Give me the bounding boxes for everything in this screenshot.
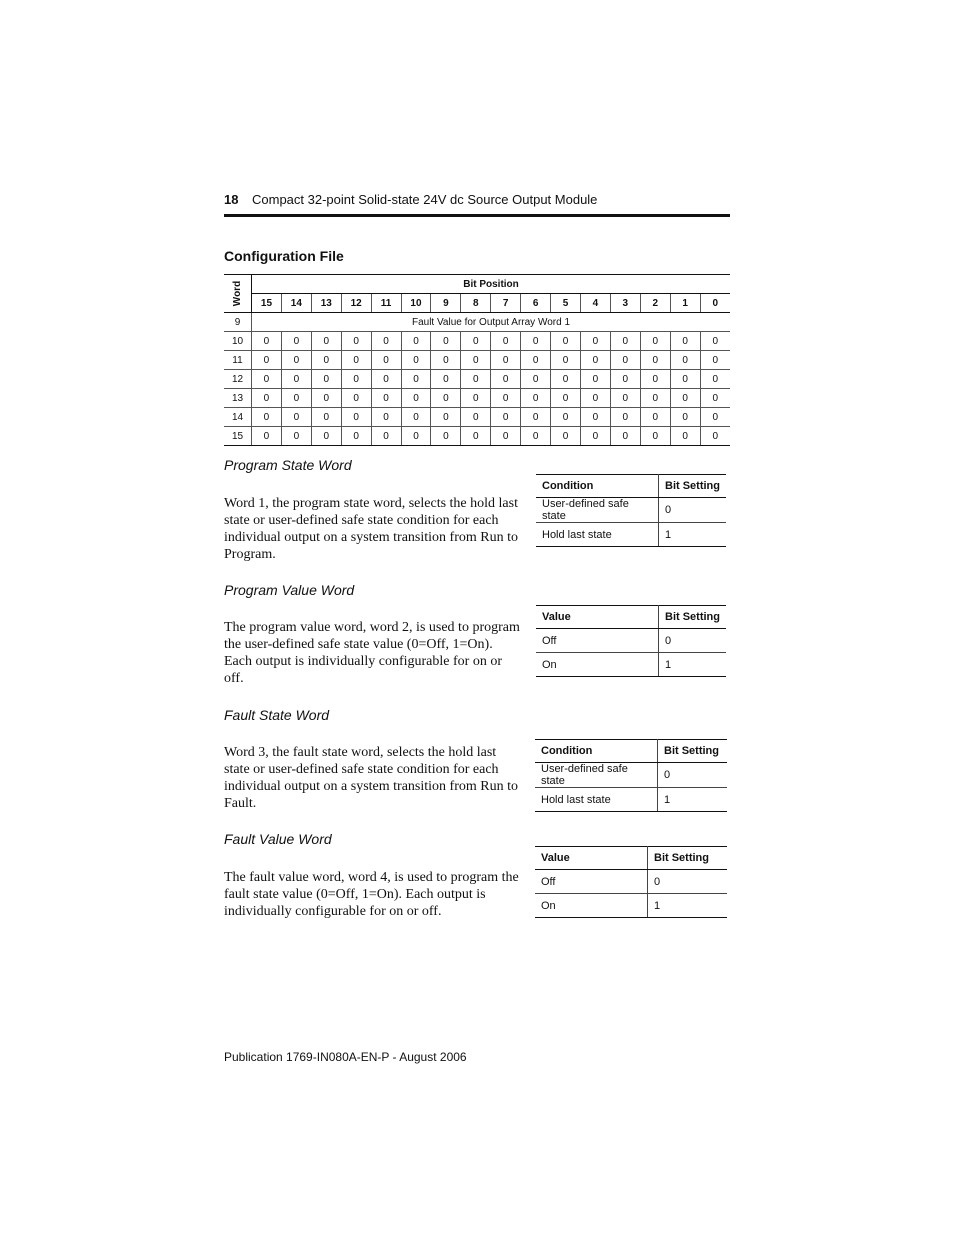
bit-value-cell: 0: [252, 370, 282, 389]
table-row: [224, 389, 730, 408]
bit-value-cell: 0: [341, 332, 371, 351]
word-number: 9: [224, 313, 252, 332]
bit-value-cell: 0: [610, 427, 640, 446]
section-paragraph: Word 1, the program state word, selects the hold last state or user-defined safe state condition for each individual output on a system transition from Run to Program.: [224, 496, 518, 562]
table-row: [535, 763, 727, 788]
bit-header-cell: 12: [341, 294, 371, 313]
bit-value-cell: 0: [580, 370, 610, 389]
bit-value-cell: 0: [281, 408, 311, 427]
table-cell: Hold last state: [535, 788, 658, 812]
bit-value-cell: 0: [371, 389, 401, 408]
bit-header-cell: 6: [521, 294, 551, 313]
bit-value-cell: 0: [431, 332, 461, 351]
bit-value-cell: 0: [491, 389, 521, 408]
bit-value-cell: 0: [700, 370, 730, 389]
bit-value-cell: 0: [610, 351, 640, 370]
bit-value-cell: 0: [670, 332, 700, 351]
bit-value-cell: 0: [640, 389, 670, 408]
bit-value-cell: 0: [580, 427, 610, 446]
bit-header-cell: 4: [580, 294, 610, 313]
bit-value-cell: 0: [311, 351, 341, 370]
bit-value-cell: 0: [341, 408, 371, 427]
section-paragraph: The fault value word, word 4, is used to program the fault state value (0=Off, 1=On). Each output is individually configurable for on or off.: [224, 870, 519, 919]
bit-header-cell: 8: [461, 294, 491, 313]
word-number: 10: [224, 332, 252, 351]
bit-value-cell: 0: [431, 351, 461, 370]
configuration-table: [224, 274, 730, 446]
table-row: [224, 332, 730, 351]
bit-value-cell: 0: [491, 408, 521, 427]
word-number: 14: [224, 408, 252, 427]
table-cell: User-defined safe state: [536, 498, 659, 523]
bit-value-cell: 0: [580, 332, 610, 351]
bit-value-cell: 0: [311, 389, 341, 408]
bit-value-cell: 0: [401, 370, 431, 389]
word-number: 11: [224, 351, 252, 370]
table-cell: Off: [535, 870, 648, 894]
table-cell: User-defined safe state: [535, 763, 658, 788]
section-paragraph: Word 3, the fault state word, selects the hold last state or user-defined safe state condition for each individual output on a system transition from Run to Fault.: [224, 745, 518, 811]
table-cell: 1: [648, 894, 728, 918]
bit-value-cell: 0: [461, 370, 491, 389]
column-header: Bit Setting: [648, 847, 728, 870]
table-cell: 0: [648, 870, 728, 894]
word-label: Word: [232, 280, 243, 307]
program-state-table: [536, 474, 726, 547]
word-number: 13: [224, 389, 252, 408]
bit-header-cell: 13: [311, 294, 341, 313]
bit-header-cell: 7: [491, 294, 521, 313]
bit-value-cell: 0: [700, 389, 730, 408]
bit-value-cell: 0: [371, 351, 401, 370]
bit-value-cell: 0: [551, 332, 581, 351]
word-header: [224, 275, 252, 313]
bit-header-cell: 0: [700, 294, 730, 313]
table-row: [224, 370, 730, 389]
bit-value-cell: 0: [461, 427, 491, 446]
bit-value-cell: 0: [551, 389, 581, 408]
bit-value-cell: 0: [252, 332, 282, 351]
bit-value-cell: 0: [431, 389, 461, 408]
bit-value-cell: 0: [491, 351, 521, 370]
bit-value-cell: 0: [461, 351, 491, 370]
bit-value-cell: 0: [371, 427, 401, 446]
bit-header-cell: 3: [610, 294, 640, 313]
table-row: [224, 313, 730, 332]
table-cell: 0: [659, 629, 727, 653]
bit-value-cell: 0: [640, 427, 670, 446]
section-title: Configuration File: [224, 248, 344, 264]
table-cell: Hold last state: [536, 523, 659, 547]
bit-value-cell: 0: [670, 389, 700, 408]
section-heading: Program State Word: [224, 457, 352, 473]
bit-header-cell: 15: [252, 294, 282, 313]
bit-value-cell: 0: [341, 427, 371, 446]
bit-value-cell: 0: [491, 332, 521, 351]
bit-value-cell: 0: [252, 408, 282, 427]
word-number: 12: [224, 370, 252, 389]
bit-value-cell: 0: [431, 370, 461, 389]
bit-value-cell: 0: [281, 427, 311, 446]
bit-value-cell: 0: [521, 370, 551, 389]
fault-value-cell: Fault Value for Output Array Word 1: [252, 313, 731, 332]
publication-footer: Publication 1769-IN080A-EN-P - August 2006: [224, 1050, 467, 1064]
table-row: [536, 498, 726, 523]
section-paragraph: The program value word, word 2, is used to program the user-defined safe state value (0=Off, 1=On). Each output is individually configurable for on or off.: [224, 620, 520, 686]
bit-value-cell: 0: [700, 427, 730, 446]
bit-value-cell: 0: [401, 351, 431, 370]
bit-header-cell: 10: [401, 294, 431, 313]
bit-value-cell: 0: [551, 351, 581, 370]
bit-value-cell: 0: [580, 408, 610, 427]
bit-value-cell: 0: [551, 408, 581, 427]
bit-value-cell: 0: [252, 351, 282, 370]
bit-value-cell: 0: [371, 332, 401, 351]
table-row: [536, 629, 726, 653]
bit-value-cell: 0: [610, 389, 640, 408]
table-cell: 1: [658, 788, 728, 812]
bit-value-cell: 0: [401, 408, 431, 427]
bit-value-cell: 0: [700, 351, 730, 370]
bit-value-cell: 0: [700, 408, 730, 427]
bit-value-cell: 0: [281, 370, 311, 389]
table-row: [224, 351, 730, 370]
table-cell: 0: [658, 763, 728, 788]
bit-value-cell: 0: [610, 408, 640, 427]
column-header: Bit Setting: [659, 606, 727, 629]
bit-value-cell: 0: [521, 389, 551, 408]
table-row: [224, 408, 730, 427]
table-row: [535, 870, 727, 894]
bit-value-cell: 0: [521, 332, 551, 351]
bit-value-cell: 0: [640, 408, 670, 427]
bit-value-cell: 0: [521, 408, 551, 427]
bit-value-cell: 0: [401, 389, 431, 408]
table-row: [536, 523, 726, 547]
bit-value-cell: 0: [401, 332, 431, 351]
table-cell: On: [536, 653, 659, 677]
fault-value-table: [535, 846, 727, 918]
bit-value-cell: 0: [640, 332, 670, 351]
table-row: [224, 427, 730, 446]
column-header: Bit Setting: [658, 740, 728, 763]
section-heading: Fault State Word: [224, 707, 330, 723]
column-header: Value: [535, 847, 648, 870]
bit-header-cell: 2: [640, 294, 670, 313]
bit-position-header: Bit Position: [252, 275, 731, 294]
table-row: [535, 788, 727, 812]
bit-value-cell: 0: [311, 427, 341, 446]
bit-value-cell: 0: [670, 408, 700, 427]
table-cell: 1: [659, 653, 727, 677]
bit-header-cell: 1: [670, 294, 700, 313]
table-cell: On: [535, 894, 648, 918]
bit-value-cell: 0: [252, 389, 282, 408]
bit-value-cell: 0: [431, 427, 461, 446]
bit-value-cell: 0: [281, 351, 311, 370]
bit-value-cell: 0: [610, 370, 640, 389]
section-heading: Fault Value Word: [224, 831, 332, 847]
bit-value-cell: 0: [431, 408, 461, 427]
bit-value-cell: 0: [461, 389, 491, 408]
bit-value-cell: 0: [461, 408, 491, 427]
page-number: 18: [224, 192, 239, 207]
table-row: [535, 894, 727, 918]
bit-value-cell: 0: [670, 351, 700, 370]
table-row: [536, 653, 726, 677]
bit-header-cell: 14: [281, 294, 311, 313]
word-number: 15: [224, 427, 252, 446]
bit-value-cell: 0: [700, 332, 730, 351]
bit-value-cell: 0: [551, 427, 581, 446]
bit-value-cell: 0: [371, 370, 401, 389]
bit-value-cell: 0: [311, 370, 341, 389]
bit-header-row: [224, 294, 730, 313]
bit-value-cell: 0: [341, 389, 371, 408]
fault-state-table: [535, 739, 727, 812]
table-cell: Off: [536, 629, 659, 653]
bit-value-cell: 0: [281, 332, 311, 351]
bit-value-cell: 0: [521, 351, 551, 370]
program-value-table: [536, 605, 726, 677]
table-cell: 1: [659, 523, 727, 547]
bit-value-cell: 0: [311, 408, 341, 427]
bit-value-cell: 0: [640, 370, 670, 389]
header-rule: [224, 214, 730, 217]
table-cell: 0: [659, 498, 727, 523]
section-heading: Program Value Word: [224, 582, 355, 598]
column-header: Value: [536, 606, 659, 629]
column-header: Condition: [535, 740, 658, 763]
bit-value-cell: 0: [341, 351, 371, 370]
bit-value-cell: 0: [461, 332, 491, 351]
bit-value-cell: 0: [551, 370, 581, 389]
bit-value-cell: 0: [252, 427, 282, 446]
bit-header-cell: 5: [551, 294, 581, 313]
bit-value-cell: 0: [401, 427, 431, 446]
bit-value-cell: 0: [640, 351, 670, 370]
bit-header-cell: 9: [431, 294, 461, 313]
bit-header-cell: 11: [371, 294, 401, 313]
bit-value-cell: 0: [491, 427, 521, 446]
header-title: Compact 32-point Solid-state 24V dc Source Output Module: [252, 192, 598, 207]
column-header: Bit Setting: [659, 475, 727, 498]
column-header: Condition: [536, 475, 659, 498]
bit-value-cell: 0: [311, 332, 341, 351]
bit-value-cell: 0: [281, 389, 311, 408]
bit-value-cell: 0: [670, 370, 700, 389]
bit-value-cell: 0: [521, 427, 551, 446]
bit-value-cell: 0: [610, 332, 640, 351]
bit-value-cell: 0: [491, 370, 521, 389]
bit-value-cell: 0: [371, 408, 401, 427]
bit-value-cell: 0: [341, 370, 371, 389]
bit-value-cell: 0: [580, 389, 610, 408]
bit-value-cell: 0: [580, 351, 610, 370]
bit-value-cell: 0: [670, 427, 700, 446]
